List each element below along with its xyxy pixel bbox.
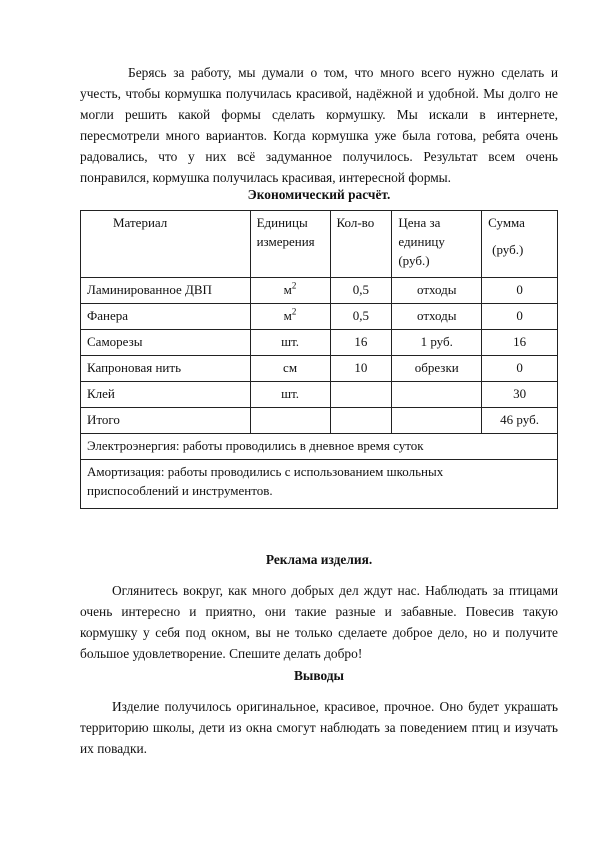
cell-price: [392, 382, 482, 408]
header-units: Единицы измерения: [250, 211, 330, 278]
cell-price: обрезки: [392, 356, 482, 382]
advertisement-heading: Реклама изделия.: [265, 552, 373, 567]
cell-material: Саморезы: [81, 330, 251, 356]
table-row: [81, 382, 558, 408]
cell-material: Клей: [81, 382, 251, 408]
intro-paragraph: Берясь за работу, мы думали о том, что много всего нужно сделать и учесть, чтобы кормушка получилась красивой, надёжной и удобной. Мы долго не могли решить какой формы сделать кормушку. Мы искали в интернете, пересмотрели много вариантов. Когда кормушка уже была готова, ребята очень радовались, что у них всё задуманное получилось. Результат всем очень понравился, кормушка получилась красивая, интересной формы.: [80, 65, 558, 185]
cell-quantity: 10: [330, 356, 392, 382]
cell-material: Итого: [81, 408, 251, 434]
cell-sum: 0: [482, 356, 558, 382]
cell-sum: 46 руб.: [482, 408, 558, 434]
energy-row: [81, 434, 558, 460]
energy-note: Электроэнергия: работы проводились в дневное время суток: [81, 434, 558, 460]
cell-material: Капроновая нить: [81, 356, 251, 382]
cell-quantity: [330, 382, 392, 408]
cell-quantity: 0,5: [330, 304, 392, 330]
table-row: [81, 304, 558, 330]
cell-price: 1 руб.: [392, 330, 482, 356]
cell-sum: 0: [482, 278, 558, 304]
advertisement-paragraph: Оглянитесь вокруг, как много добрых дел ждут нас. Наблюдать за птицами очень интересно и приятно, они такие разные и забавные. Повесив такую кормушку у себя под окном, вы не только сделаете доброе дело, но и получите большое удовлетворение. Спешите делать добро!: [80, 583, 558, 661]
amortization-row: [81, 460, 558, 509]
amortization-text: Амортизация: работы проводились с использованием школьных приспособлений и инструментов.: [87, 464, 444, 498]
cell-quantity: 16: [330, 330, 392, 356]
cell-price: отходы: [392, 304, 482, 330]
cell-unit: [250, 356, 330, 382]
cell-price: [392, 408, 482, 434]
header-material: Материал: [81, 211, 251, 278]
table-row: [81, 330, 558, 356]
unit-superscript: 2: [291, 280, 297, 291]
header-sum-unit: (руб.): [492, 242, 524, 257]
amortization-note: [81, 460, 558, 509]
cell-quantity: 0,5: [330, 278, 392, 304]
cell-material: Фанера: [81, 304, 251, 330]
table-row: [81, 356, 558, 382]
conclusions-heading: Выводы: [293, 668, 345, 683]
unit-text: м: [283, 308, 292, 323]
cell-unit: [250, 382, 330, 408]
cell-material: Ламинированное ДВП: [81, 278, 251, 304]
unit-text: шт.: [281, 386, 300, 401]
unit-text: см: [283, 360, 298, 375]
cell-unit: [250, 304, 330, 330]
table-total-row: [81, 408, 558, 434]
unit-text: шт.: [281, 334, 300, 349]
unit-text: м: [283, 282, 292, 297]
cell-unit: [250, 278, 330, 304]
cell-unit: [250, 408, 330, 434]
economic-calculation-heading: Экономический расчёт.: [247, 187, 391, 202]
cell-sum: 30: [482, 382, 558, 408]
header-quantity: Кол-во: [330, 211, 392, 278]
unit-superscript: 2: [291, 306, 297, 317]
conclusions-paragraph: Изделие получилось оригинальное, красивое, прочное. Оно будет украшать территорию школы, дети из окна смогут наблюдать за поведением птиц и изучать их повадки.: [80, 699, 558, 756]
cell-unit: [250, 330, 330, 356]
table-row: [81, 278, 558, 304]
cell-sum: 16: [482, 330, 558, 356]
table-header-row: [81, 211, 558, 278]
header-sum-label: Сумма: [488, 215, 525, 230]
header-unit-price: Цена за единицу (руб.): [392, 211, 482, 278]
cell-price: отходы: [392, 278, 482, 304]
cell-quantity: [330, 408, 392, 434]
economic-table: [80, 210, 558, 509]
header-sum: [482, 211, 558, 278]
cell-sum: 0: [482, 304, 558, 330]
